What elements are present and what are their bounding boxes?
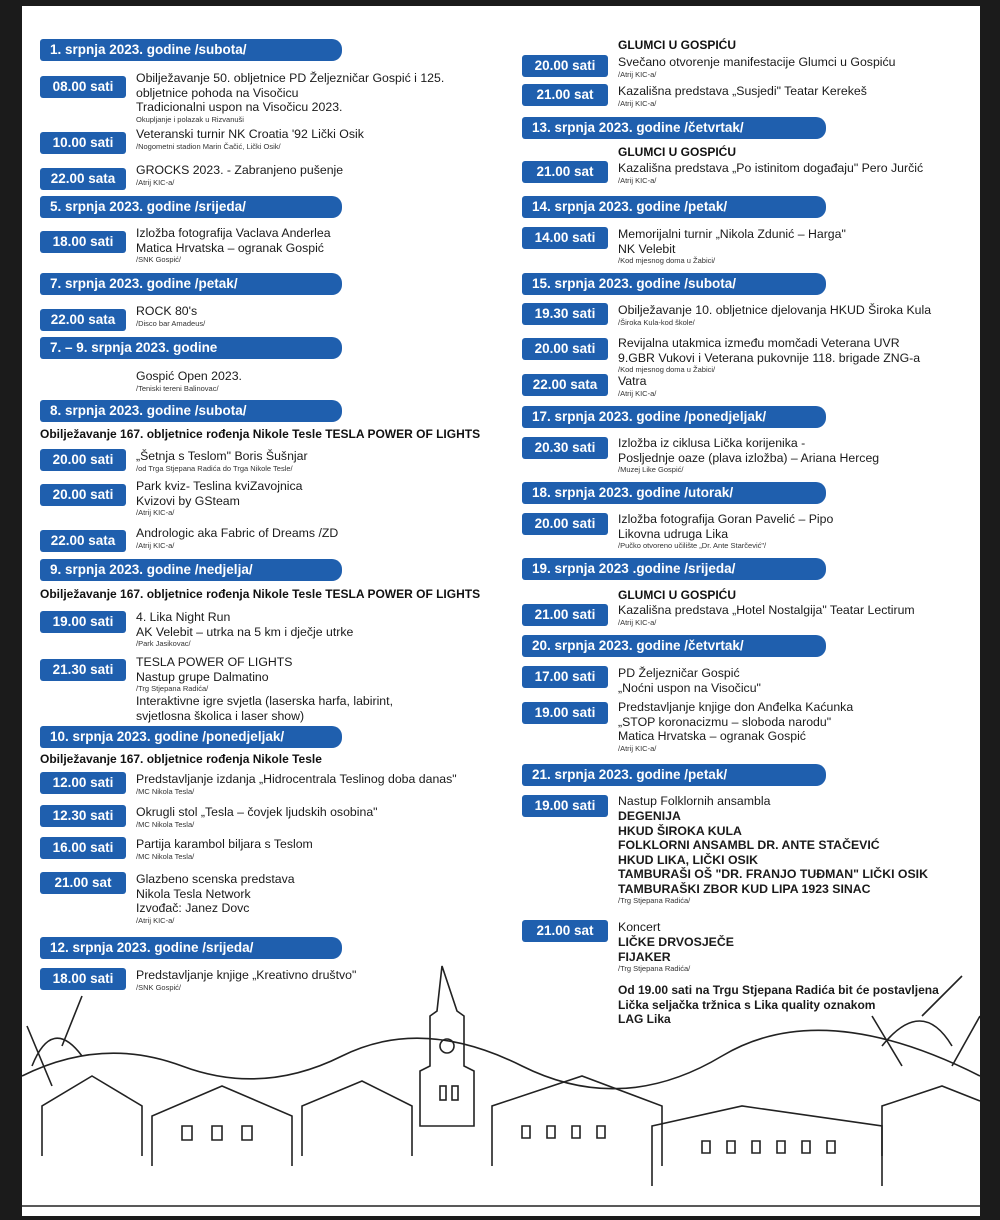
section-subtitle: GLUMCI U GOSPIĆU: [618, 588, 737, 602]
event: TESLA POWER OF LIGHTS Nastup grupe Dalmatino /Trg Stjepana Radića/ Interaktivne igre svjetla (laserska harfa, labirint, svjetlosna školica i laser show): [136, 655, 393, 723]
date-header: 8. srpnja 2023. godine /subota/: [40, 400, 342, 422]
event: Obilježavanje 50. obljetnice PD Željezničar Gospić i 125. obljetnice pohoda na Visočicu Tradicionalni uspon na Visočicu 2023. Okupljanje i polazak u Rizvanuši: [136, 71, 445, 124]
performer-list: LIČKE DRVOSJEČE FIJAKER /Trg Stjepana Radića/: [618, 935, 734, 973]
time-badge: 08.00 sati: [40, 76, 126, 98]
time-badge: 22.00 sata: [40, 309, 126, 331]
event: Okrugli stol „Tesla – čovjek ljudskih osobina" /MC Nikola Tesla/: [136, 805, 378, 829]
event: Partija karambol biljara s Teslom /MC Nikola Tesla/: [136, 837, 313, 861]
event: Kazališna predstava „Po istinitom događaju" Pero Jurčić /Atrij KIC-a/: [618, 161, 924, 185]
event: Predstavljanje knjige don Anđelka Kaćunka „STOP koronacizmu – sloboda narodu" Matica Hrvatska – ogranak Gospić /Atrij KIC-a/: [618, 700, 854, 753]
time-badge: 18.00 sati: [40, 968, 126, 990]
time-badge: 22.00 sata: [40, 168, 126, 190]
event: Vatra /Atrij KIC-a/: [618, 374, 657, 398]
event: Predstavljanje knjige „Kreativno društvo" /SNK Gospić/: [136, 968, 357, 992]
event: ROCK 80's /Disco bar Amadeus/: [136, 304, 206, 328]
date-header: 15. srpnja 2023. godine /subota/: [522, 273, 826, 295]
time-badge: 21.30 sati: [40, 659, 126, 681]
time-badge: 21.00 sat: [522, 920, 608, 942]
time-badge: 16.00 sati: [40, 837, 126, 859]
date-header: 18. srpnja 2023. godine /utorak/: [522, 482, 826, 504]
date-header: 1. srpnja 2023. godine /subota/: [40, 39, 342, 61]
date-header: 14. srpnja 2023. godine /petak/: [522, 196, 826, 218]
event: Veteranski turnir NK Croatia '92 Lički Osik /Nogometni stadion Marin Čačić, Lički Osik/: [136, 127, 364, 151]
event: Svečano otvorenje manifestacije Glumci u Gospiću /Atrij KIC-a/: [618, 55, 896, 79]
date-header: 20. srpnja 2023. godine /četvrtak/: [522, 635, 826, 657]
time-badge: 21.00 sati: [522, 604, 608, 626]
time-badge: 21.00 sat: [522, 84, 608, 106]
event: Park kviz- Teslina kviZavojnica Kvizovi by GSteam /Atrij KIC-a/: [136, 479, 303, 517]
time-badge: 19.00 sati: [40, 611, 126, 633]
date-header: 7. – 9. srpnja 2023. godine: [40, 337, 342, 359]
time-badge: 12.30 sati: [40, 805, 126, 827]
ensemble-list: DEGENIJA HKUD ŠIROKA KULA FOLKLORNI ANSAMBL DR. ANTE STAČEVIĆ HKUD LIKA, LIČKI OSIK TAMBURAŠI OŠ "DR. FRANJO TUĐMAN" LIČKI OSIK TAMBURAŠKI ZBOR KUD LIPA 1923 SINAC /Trg Stjepana Radića/: [618, 809, 928, 905]
time-badge: 17.00 sati: [522, 666, 608, 688]
event: Nastup Folklornih ansambla: [618, 794, 771, 808]
event: Obilježavanje 10. obljetnice djelovanja HKUD Široka Kula /Široka Kula-kod škole/: [618, 303, 932, 327]
time-badge: 19.00 sati: [522, 795, 608, 817]
event: Izložba iz ciklusa Lička korijenika - Posljednje oaze (plava izložba) – Ariana Herceg /Muzej Like Gospić/: [618, 436, 880, 474]
event: Glazbeno scenska predstava Nikola Tesla Network Izvođač: Janez Dovc /Atrij KIC-a/: [136, 872, 295, 925]
time-badge: 14.00 sati: [522, 227, 608, 249]
event: Kazališna predstava „Hotel Nostalgija" Teatar Lectirum /Atrij KIC-a/: [618, 603, 915, 627]
event: Izložba fotografija Vaclava Anderlea Matica Hrvatska – ogranak Gospić /SNK Gospić/: [136, 226, 331, 264]
time-badge: 20.30 sati: [522, 437, 608, 459]
date-header: 12. srpnja 2023. godine /srijeda/: [40, 937, 342, 959]
date-header: 10. srpnja 2023. godine /ponedjeljak/: [40, 726, 342, 748]
section-subtitle: Obilježavanje 167. obljetnice rođenja Nikole Tesle: [40, 752, 322, 766]
time-badge: 21.00 sat: [40, 872, 126, 894]
event: 4. Lika Night Run AK Velebit – utrka na 5 km i dječje utrke /Park Jasikovac/: [136, 610, 354, 648]
time-badge: 20.00 sati: [522, 55, 608, 77]
time-badge: 20.00 sati: [522, 513, 608, 535]
event: Andrologic aka Fabric of Dreams /ZD /Atrij KIC-a/: [136, 526, 339, 550]
event: Revijalna utakmica između momčadi Veterana UVR 9.GBR Vukovi i Veterana pukovnije 118. brigade ZNG-a /Kod mjesnog doma u Žabici/: [618, 336, 921, 374]
event: Memorijalni turnir „Nikola Zdunić – Harga" NK Velebit /Kod mjesnog doma u Žabici/: [618, 227, 846, 265]
time-badge: 19.30 sati: [522, 303, 608, 325]
section-subtitle: GLUMCI U GOSPIĆU: [618, 145, 737, 159]
event: Izložba fotografija Goran Pavelić – Pipo Likovna udruga Lika /Pučko otvoreno učilište „Dr. Ante Starčević"/: [618, 512, 834, 550]
market-note: Od 19.00 sati na Trgu Stjepana Radića bit će postavljena Lička seljačka tržnica s Lika quality oznakom LAG Lika: [618, 983, 939, 1026]
event: Koncert: [618, 920, 661, 934]
date-header: 5. srpnja 2023. godine /srijeda/: [40, 196, 342, 218]
event: Gospić Open 2023. /Teniski tereni Balinovac/: [136, 369, 242, 393]
event: Kazališna predstava „Susjedi" Teatar Kerekeš /Atrij KIC-a/: [618, 84, 867, 108]
date-header: 13. srpnja 2023. godine /četvrtak/: [522, 117, 826, 139]
event: Predstavljanje izdanja „Hidrocentrala Teslinog doba danas" /MC Nikola Tesla/: [136, 772, 457, 796]
time-badge: 19.00 sati: [522, 702, 608, 724]
time-badge: 20.00 sati: [40, 449, 126, 471]
time-badge: 22.00 sata: [40, 530, 126, 552]
section-subtitle: Obilježavanje 167. obljetnice rođenja Nikole Tesle TESLA POWER OF LIGHTS: [40, 587, 481, 601]
date-header: 21. srpnja 2023. godine /petak/: [522, 764, 826, 786]
date-header: 9. srpnja 2023. godine /nedjelja/: [40, 559, 342, 581]
event: PD Željezničar Gospić „Noćni uspon na Visočicu": [618, 666, 761, 695]
section-subtitle: Obilježavanje 167. obljetnice rođenja Nikole Tesle TESLA POWER OF LIGHTS: [40, 427, 481, 441]
event: „Šetnja s Teslom" Boris Šušnjar /od Trga Stjepana Radića do Trga Nikole Tesle/: [136, 449, 308, 473]
time-badge: 18.00 sati: [40, 231, 126, 253]
event: GROCKS 2023. - Zabranjeno pušenje /Atrij KIC-a/: [136, 163, 344, 187]
date-header: 17. srpnja 2023. godine /ponedjeljak/: [522, 406, 826, 428]
time-badge: 12.00 sati: [40, 772, 126, 794]
program-poster: [22, 6, 980, 1216]
town-sketch-illustration: [22, 956, 980, 1216]
time-badge: 22.00 sata: [522, 374, 608, 396]
time-badge: 10.00 sati: [40, 132, 126, 154]
section-subtitle: GLUMCI U GOSPIĆU: [618, 38, 737, 52]
time-badge: 20.00 sati: [40, 484, 126, 506]
time-badge: 21.00 sat: [522, 161, 608, 183]
date-header: 19. srpnja 2023 .godine /srijeda/: [522, 558, 826, 580]
time-badge: 20.00 sati: [522, 338, 608, 360]
date-header: 7. srpnja 2023. godine /petak/: [40, 273, 342, 295]
